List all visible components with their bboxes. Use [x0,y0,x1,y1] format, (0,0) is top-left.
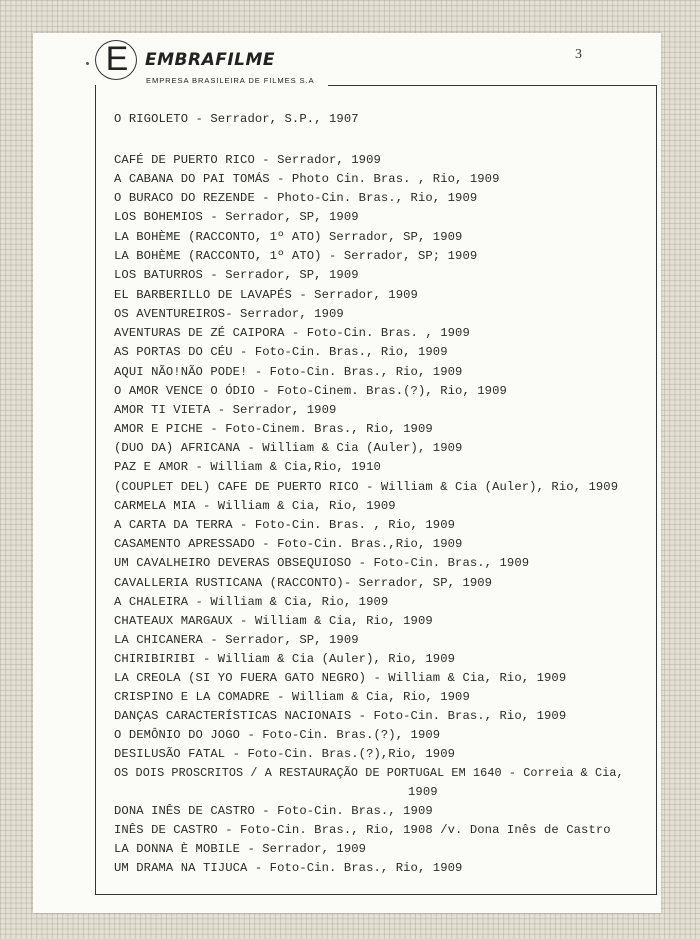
film-entry: UM DRAMA NA TIJUCA - Foto-Cin. Bras., Rio, 1909 [114,861,463,875]
film-entry: LA BOHÈME (RACCONTO, 1º ATO) - Serrador, SP; 1909 [114,249,478,263]
film-entry: A CARTA DA TERRA - Foto-Cin. Bras. , Rio, 1909 [114,518,456,532]
film-entry: CRISPINO E LA COMADRE - William & Cia, Rio, 1909 [114,690,470,704]
logo-letter: E [105,39,129,78]
embrafilme-logo-icon [95,40,137,80]
film-entry: CHIRIBIRIBI - William & Cia (Auler), Rio, 1909 [114,652,456,666]
film-entry: CARMELA MIA - William & Cia, Rio, 1909 [114,499,396,513]
film-entry: LOS BATURROS - Serrador, SP, 1909 [114,268,359,282]
film-entry: CAFÉ DE PUERTO RICO - Serrador, 1909 [114,153,381,167]
page-number: 3 [575,47,582,62]
film-entry: A CHALEIRA - William & Cia, Rio, 1909 [114,595,389,609]
film-entry: LA DONNA È MOBILE - Serrador, 1909 [114,842,367,856]
film-entry: LOS BOHEMIOS - Serrador, SP, 1909 [114,210,359,224]
film-entry: AQUI NÃO!NÃO PODE! - Foto-Cin. Bras., Rio, 1909 [114,365,463,379]
film-entry: O DEMÔNIO DO JOGO - Foto-Cin. Bras.(?), 1909 [114,728,441,742]
film-entry: (COUPLET DEL) CAFE DE PUERTO RICO - William & Cia (Auler), Rio, 1909 [114,480,619,494]
film-entry: CASAMENTO APRESSADO - Foto-Cin. Bras.,Rio, 1909 [114,537,463,551]
film-entry: INÊS DE CASTRO - Foto-Cin. Bras., Rio, 1908 /v. Dona Inês de Castro [114,823,611,837]
film-entry: LA CHICANERA - Serrador, SP, 1909 [114,633,359,647]
film-entry: OS AVENTUREIROS- Serrador, 1909 [114,307,344,321]
film-entry: LA BOHÈME (RACCONTO, 1º ATO) Serrador, SP, 1909 [114,230,463,244]
film-entry: DONA INÊS DE CASTRO - Foto-Cin. Bras., 1909 [114,804,433,818]
film-entry: PAZ E AMOR - William & Cia,Rio, 1910 [114,460,381,474]
film-entry: DESILUSÃO FATAL - Foto-Cin. Bras.(?),Rio, 1909 [114,747,456,761]
film-entry: DANÇAS CARACTERÍSTICAS NACIONAIS - Foto-Cin. Bras., Rio, 1909 [114,709,567,723]
film-entry: OS DOIS PROSCRITOS / A RESTAURAÇÃO DE PORTUGAL EM 1640 - Correia & Cia, [114,766,624,780]
film-entry: O BURACO DO REZENDE - Photo-Cin. Bras., Rio, 1909 [114,191,478,205]
film-entry: AS PORTAS DO CÉU - Foto-Cin. Bras., Rio, 1909 [114,345,448,359]
film-entry-continuation: 1909 [408,785,438,799]
brand-subtitle: EMPRESA BRASILEIRA DE FILMES S.A [146,76,315,85]
film-entry: EL BARBERILLO DE LAVAPÉS - Serrador, 1909 [114,288,418,302]
film-entry: O RIGOLETO - Serrador, S.P., 1907 [114,112,359,126]
film-entry: A CABANA DO PAI TOMÁS - Photo Cin. Bras. , Rio, 1909 [114,172,500,186]
brand-name: EMBRAFILME [145,50,276,70]
film-entry: AVENTURAS DE ZÉ CAIPORA - Foto-Cin. Bras. , 1909 [114,326,470,340]
film-entry: AMOR TI VIETA - Serrador, 1909 [114,403,337,417]
film-entry: (DUO DA) AFRICANA - William & Cia (Auler), 1909 [114,441,463,455]
film-entry: O AMOR VENCE O ÓDIO - Foto-Cinem. Bras.(?), Rio, 1909 [114,384,507,398]
film-entry: CHATEAUX MARGAUX - William & Cia, Rio, 1909 [114,614,433,628]
film-entry: AMOR E PICHE - Foto-Cinem. Bras., Rio, 1909 [114,422,433,436]
film-entry: CAVALLERIA RUSTICANA (RACCONTO)- Serrador, SP, 1909 [114,576,493,590]
page-frame-top-rule [328,85,656,86]
film-entry: UM CAVALHEIRO DEVERAS OBSEQUIOSO - Foto-Cin. Bras., 1909 [114,556,530,570]
film-entry: LA CREOLA (SI YO FUERA GATO NEGRO) - William & Cia, Rio, 1909 [114,671,567,685]
punch-mark [86,62,89,65]
